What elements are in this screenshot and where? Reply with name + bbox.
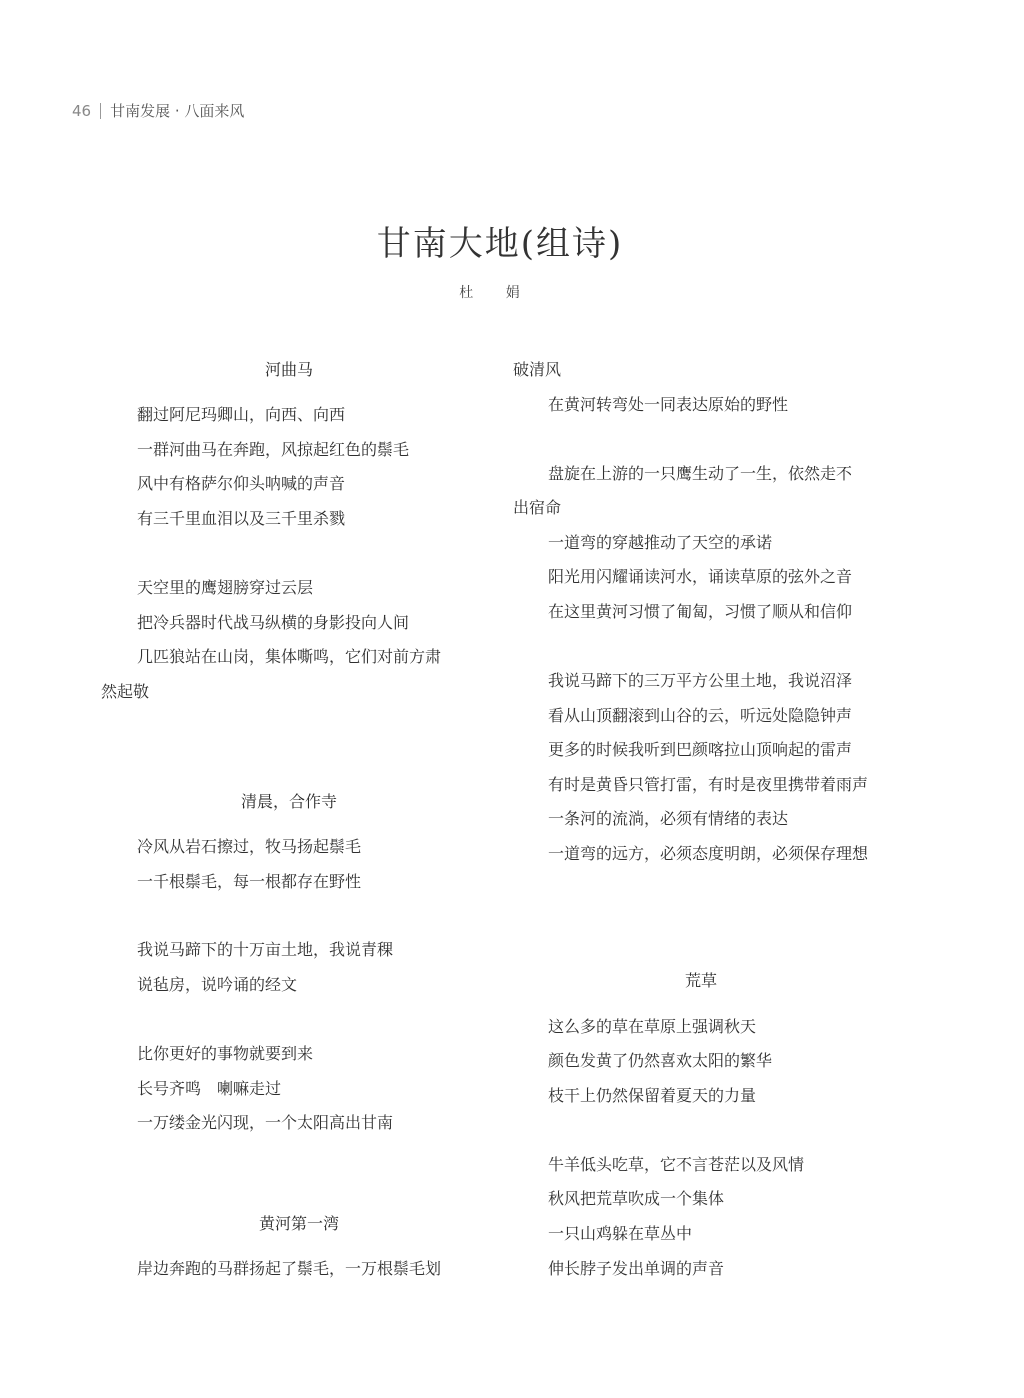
poem-line: 我说马蹄下的十万亩土地，我说青稞 xyxy=(137,940,394,959)
poem-line: 颜色发黄了仍然喜欢太阳的繁华 xyxy=(548,1051,773,1070)
poem-line: 在黄河转弯处一同表达原始的野性 xyxy=(548,395,789,414)
author-name: 杜 娟 xyxy=(459,285,534,301)
poem-line: 枝干上仍然保留着夏天的力量 xyxy=(548,1086,757,1105)
poem-title: 河曲马 xyxy=(264,360,314,379)
poem-line: 岸边奔跑的马群扬起了鬃毛，一万根鬃毛划 xyxy=(137,1259,442,1278)
poem-line: 盘旋在上游的一只鹰生动了一生，依然走不 xyxy=(548,464,853,483)
poem-line: 长号齐鸣 喇嘛走过 xyxy=(137,1079,282,1098)
page-number: 46 xyxy=(72,101,92,120)
poem-line: 冷风从岩石擦过，牧马扬起鬃毛 xyxy=(137,837,362,856)
poem-line: 几匹狼站在山岗，集体嘶鸣，它们对前方肃 xyxy=(137,647,442,666)
section-title: 甘南发展 · 八面来风 xyxy=(110,102,245,120)
header-divider xyxy=(100,103,101,119)
poem-line: 一只山鸡躲在草丛中 xyxy=(548,1224,693,1243)
poem-line: 有时是黄昏只管打雷，有时是夜里携带着雨声 xyxy=(548,775,869,794)
page-header xyxy=(72,100,244,121)
poem-title: 清晨，合作寺 xyxy=(240,792,338,811)
poem-line: 一万缕金光闪现，一个太阳高出甘南 xyxy=(137,1113,394,1132)
poem-line: 天空里的鹰翅膀穿过云层 xyxy=(137,578,314,597)
poem-line: 这么多的草在草原上强调秋天 xyxy=(548,1017,757,1036)
poem-line: 看从山顶翻滚到山谷的云，听远处隐隐钟声 xyxy=(548,706,853,725)
poem-line: 翻过阿尼玛卿山，向西、向西 xyxy=(137,405,346,424)
poem-line: 一千根鬃毛，每一根都存在野性 xyxy=(137,872,362,891)
poem-line: 更多的时候我听到巴颜喀拉山顶响起的雷声 xyxy=(548,740,853,759)
poem-line: 说毡房，说吟诵的经文 xyxy=(137,975,298,994)
poem-line: 秋风把荒草吹成一个集体 xyxy=(548,1189,725,1208)
poem-line: 一道弯的穿越推动了天空的承诺 xyxy=(548,533,773,552)
poem-title: 荒草 xyxy=(684,971,718,990)
poem-line: 出宿命 xyxy=(513,498,562,517)
poem-line: 一群河曲马在奔跑，风掠起红色的鬃毛 xyxy=(137,440,410,459)
poem-line: 阳光用闪耀诵读河水，诵读草原的弦外之音 xyxy=(548,567,853,586)
poem-line: 把冷兵器时代战马纵横的身影投向人间 xyxy=(137,613,410,632)
poem-line: 风中有格萨尔仰头呐喊的声音 xyxy=(137,474,346,493)
page-title: 甘南大地(组诗) xyxy=(376,224,624,264)
poem-title: 黄河第一湾 xyxy=(258,1214,340,1233)
poem-line: 破清风 xyxy=(513,360,562,379)
poem-line: 牛羊低头吃草，它不言苍茫以及风情 xyxy=(548,1155,805,1174)
poem-line: 比你更好的事物就要到来 xyxy=(137,1044,314,1063)
poem-line: 一条河的流淌，必须有情绪的表达 xyxy=(548,809,789,828)
poem-line: 一道弯的远方，必须态度明朗，必须保存理想 xyxy=(548,844,869,863)
poem-line: 在这里黄河习惯了匍匐，习惯了顺从和信仰 xyxy=(548,602,853,621)
poem-line: 然起敬 xyxy=(101,682,150,701)
poem-line: 我说马蹄下的三万平方公里土地，我说沼泽 xyxy=(548,671,853,690)
poem-line: 伸长脖子发出单调的声音 xyxy=(548,1259,725,1278)
poem-line: 有三千里血泪以及三千里杀戮 xyxy=(137,509,346,528)
